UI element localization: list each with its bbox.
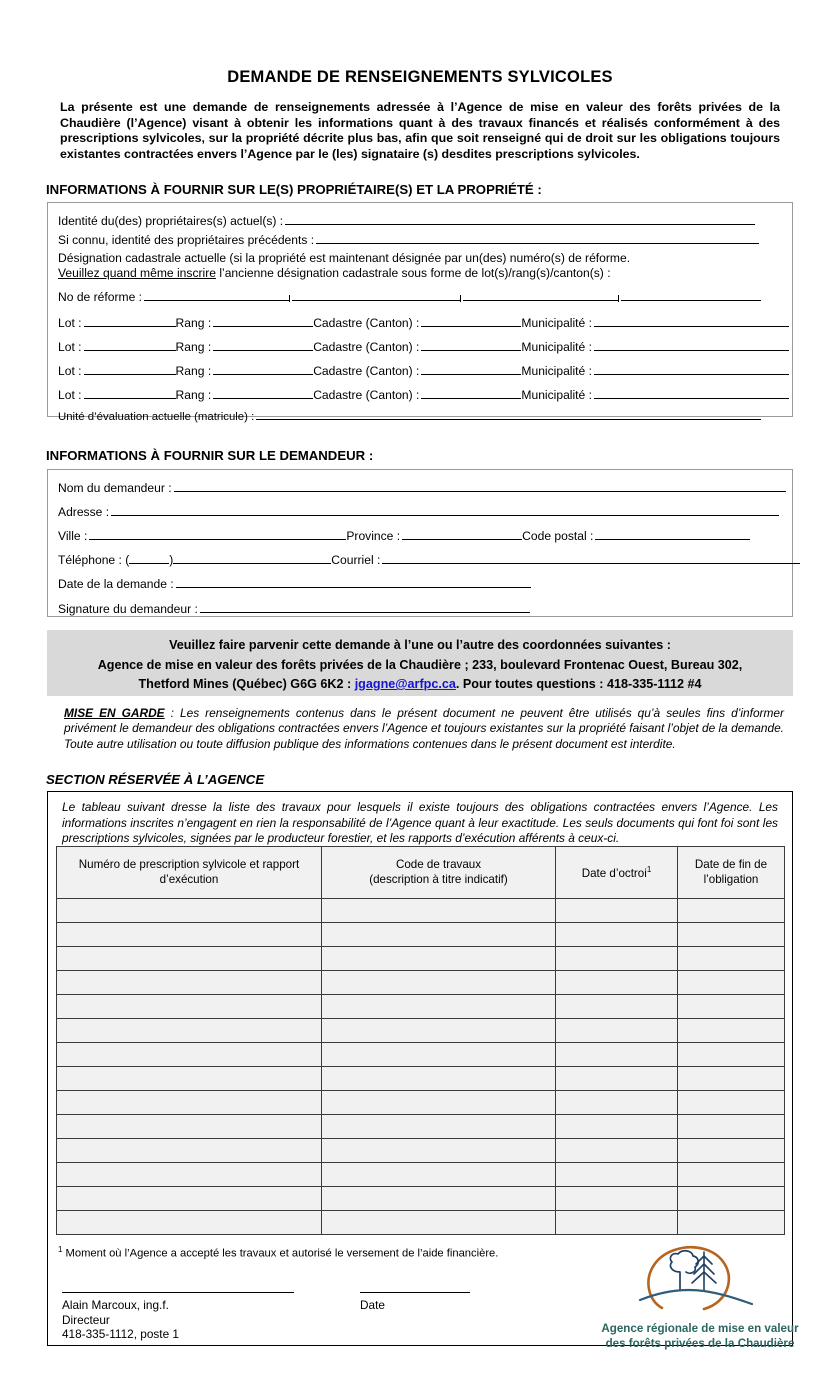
cell-grant-date[interactable]: [556, 1163, 678, 1187]
warning-label: MISE EN GARDE: [64, 706, 165, 720]
lot-row[interactable]: [58, 387, 789, 402]
field-current-owner-label: Identité du(des) propriétaires(s) actuel(s) :: [58, 214, 284, 228]
cell-prescription-number[interactable]: [57, 923, 322, 947]
rang-label: Rang :: [175, 316, 212, 330]
agency-intro-paragraph: Le tableau suivant dresse la liste des travaux pour lesquels il existe toujours des obligations contractées envers l’Agence. Les informations inscrites n’engagent en rien la responsabilité de l’Agence quant à leur exactitude. Les seuls documents qui font foi sont les prescriptions sylvicoles, signées par le producteur forestier, et les rapports d’exécution afférents à ceux-ci.: [62, 800, 778, 846]
field-current-owner-input[interactable]: [285, 213, 755, 225]
rang-label: Rang :: [175, 340, 212, 354]
rang-label: Rang :: [175, 364, 212, 378]
cell-grant-date[interactable]: [556, 1187, 678, 1211]
director-signature-line[interactable]: [62, 1292, 294, 1293]
cell-prescription-number[interactable]: [57, 1043, 322, 1067]
lot-input[interactable]: [84, 363, 176, 375]
agency-logo-mark: [600, 1238, 800, 1316]
rang-input[interactable]: [213, 339, 313, 351]
lot-input[interactable]: [84, 315, 176, 327]
cell-prescription-number[interactable]: [57, 971, 322, 995]
cell-obligation-end-date[interactable]: [678, 899, 785, 923]
field-reform-number-input-4[interactable]: [621, 289, 761, 301]
field-email-label: Courriel :: [331, 553, 381, 567]
lot-row[interactable]: [58, 339, 789, 354]
contact-notice-line1: Veuillez faire parvenir cette demande à l’une ou l’autre des coordonnées suivantes :: [169, 638, 671, 652]
director-phone: 418-335-1112, poste 1: [62, 1327, 179, 1342]
cell-prescription-number[interactable]: [57, 1139, 322, 1163]
contact-email-link[interactable]: jgagne@arfpc.ca: [354, 677, 456, 691]
table-row[interactable]: [57, 1019, 785, 1043]
table-row[interactable]: [57, 947, 785, 971]
rang-input[interactable]: [213, 387, 313, 399]
cadastre-label: Cadastre (Canton) :: [313, 316, 420, 330]
director-name: Alain Marcoux, ing.f.: [62, 1298, 169, 1312]
lot-input[interactable]: [84, 339, 176, 351]
cell-prescription-number[interactable]: [57, 1163, 322, 1187]
cell-obligation-end-date[interactable]: [678, 1019, 785, 1043]
cell-obligation-end-date[interactable]: [678, 1211, 785, 1235]
contact-notice-line3: [63, 675, 777, 695]
cell-prescription-number[interactable]: [57, 995, 322, 1019]
cell-obligation-end-date[interactable]: [678, 1091, 785, 1115]
column-header-grant-date: [556, 847, 678, 899]
cell-grant-date[interactable]: [556, 1043, 678, 1067]
cadastral-note-line2: [58, 266, 778, 281]
agency-logo-caption-line1: Agence régionale de mise en valeur: [601, 1322, 799, 1335]
field-city-province-postal[interactable]: [58, 528, 750, 543]
field-applicant-signature[interactable]: [58, 601, 530, 616]
cell-work-code[interactable]: [322, 1163, 556, 1187]
cell-obligation-end-date[interactable]: [678, 947, 785, 971]
cadastral-note-rest: l’ancienne désignation cadastrale sous forme de lot(s)/rang(s)/canton(s) :: [215, 266, 611, 280]
column-header-obligation-end-date: [678, 847, 785, 899]
field-evaluation-unit-input[interactable]: [256, 408, 761, 420]
owner-section-heading: INFORMATIONS À FOURNIR SUR LE(S) PROPRIÉTAIRE(S) ET LA PROPRIÉTÉ :: [46, 182, 542, 197]
works-table: [56, 846, 785, 1235]
cell-obligation-end-date[interactable]: [678, 1163, 785, 1187]
cell-grant-date[interactable]: [556, 1211, 678, 1235]
municipality-input[interactable]: [594, 339, 789, 351]
cell-work-code[interactable]: [322, 923, 556, 947]
cell-grant-date[interactable]: [556, 923, 678, 947]
cell-grant-date[interactable]: [556, 899, 678, 923]
lot-label: Lot :: [58, 364, 82, 378]
agency-footnote-marker: 1: [58, 1245, 63, 1254]
municipality-label: Municipalité :: [521, 340, 592, 354]
field-postal-code-label: Code postal :: [522, 529, 594, 543]
page-title: DEMANDE DE RENSEIGNEMENTS SYLVICOLES: [227, 68, 613, 86]
field-evaluation-unit-label: Unité d’évaluation actuelle (matricule) :: [58, 411, 255, 423]
field-applicant-signature-label: Signature du demandeur :: [58, 602, 198, 616]
cell-grant-date[interactable]: [556, 1067, 678, 1091]
contact-notice-line3-before: Thetford Mines (Québec) G6G 6K2 :: [138, 677, 355, 691]
owner-fields-box: [47, 202, 793, 423]
column-header-grant-date-line1: Date d’octroi: [581, 867, 647, 881]
cell-grant-date[interactable]: [556, 1091, 678, 1115]
field-previous-owner-input[interactable]: [316, 232, 759, 244]
agency-footnote: [58, 1245, 498, 1260]
works-table-body: [57, 899, 785, 1235]
table-row[interactable]: [57, 1091, 785, 1115]
lot-label: Lot :: [58, 316, 82, 330]
cell-obligation-end-date[interactable]: [678, 1115, 785, 1139]
date-signature-line[interactable]: [360, 1292, 470, 1293]
cell-prescription-number[interactable]: [57, 1019, 322, 1043]
applicant-fields-box: [47, 469, 793, 617]
lot-input[interactable]: [84, 387, 176, 399]
field-reform-number-label: No de réforme :: [58, 290, 143, 304]
field-postal-code-input[interactable]: [595, 528, 750, 540]
field-address-input[interactable]: [111, 504, 779, 516]
field-request-date[interactable]: [58, 576, 531, 591]
cadastre-input[interactable]: [421, 339, 521, 351]
field-address-label: Adresse :: [58, 505, 110, 519]
cadastral-note-emphasis: Veuillez quand même inscrire: [58, 266, 216, 280]
table-row[interactable]: [57, 1115, 785, 1139]
cell-prescription-number[interactable]: [57, 1211, 322, 1235]
field-phone-label: Téléphone : (: [58, 553, 130, 567]
cell-work-code[interactable]: [322, 1187, 556, 1211]
field-email-input[interactable]: [382, 552, 800, 564]
contact-notice-line2: Agence de mise en valeur des forêts privées de la Chaudière ; 233, boulevard Frontenac Ouest, Bureau 302,: [97, 657, 743, 672]
table-row[interactable]: [57, 971, 785, 995]
cell-work-code[interactable]: [322, 1019, 556, 1043]
cell-work-code[interactable]: [322, 995, 556, 1019]
field-reform-number-input-2[interactable]: [292, 289, 460, 301]
field-city-input[interactable]: [89, 528, 346, 540]
intro-paragraph: La présente est une demande de renseignements adressée à l’Agence de mise en valeur des forêts privées de la Chaudière (l’Agence) visant à obtenir les informations quant à des travaux financés et réalisés conformément à des prescriptions sylvicoles, sur la propriété décrite plus bas, afin que soit renseigné qui de droit sur les obligations toujours existantes contractées envers l’Agence par le (les) signataire (s) desdites prescriptions sylvicoles.: [60, 100, 780, 161]
table-row[interactable]: [57, 1139, 785, 1163]
municipality-label: Municipalité :: [521, 388, 592, 402]
municipality-label: Municipalité :: [521, 316, 592, 330]
field-current-owner[interactable]: [58, 213, 755, 228]
column-header-grant-date-superscript: 1: [646, 865, 652, 875]
cell-obligation-end-date[interactable]: [678, 1139, 785, 1163]
table-row[interactable]: [57, 923, 785, 947]
cell-work-code[interactable]: [322, 1211, 556, 1235]
field-reform-number[interactable]: [58, 289, 761, 304]
column-header-prescription-number-line1: Numéro de prescription sylvicole et rapport: [78, 857, 300, 871]
cadastre-input[interactable]: [421, 315, 521, 327]
field-request-date-input[interactable]: [176, 576, 531, 588]
cell-prescription-number[interactable]: [57, 1115, 322, 1139]
cell-prescription-number[interactable]: [57, 899, 322, 923]
cell-grant-date[interactable]: [556, 1019, 678, 1043]
lot-row[interactable]: [58, 315, 789, 330]
table-row[interactable]: [57, 1211, 785, 1235]
field-phone-areacode-input[interactable]: [129, 552, 169, 564]
contact-notice-line3-after: . Pour toutes questions : 418-335-1112 #4: [455, 677, 702, 691]
cell-obligation-end-date[interactable]: [678, 971, 785, 995]
cell-obligation-end-date[interactable]: [678, 923, 785, 947]
cell-obligation-end-date[interactable]: [678, 1043, 785, 1067]
municipality-input[interactable]: [594, 315, 789, 327]
rang-input[interactable]: [213, 363, 313, 375]
column-header-work-code-line1: Code de travaux: [395, 857, 482, 871]
agency-logo: [600, 1238, 800, 1351]
cell-prescription-number[interactable]: [57, 1091, 322, 1115]
date-label: Date: [360, 1298, 385, 1312]
cell-work-code[interactable]: [322, 1067, 556, 1091]
cadastre-label: Cadastre (Canton) :: [313, 364, 420, 378]
works-table-header-row: [57, 847, 785, 899]
field-previous-owner-label: Si connu, identité des propriétaires précédents :: [58, 233, 315, 247]
table-row[interactable]: [57, 1067, 785, 1091]
column-header-work-code-line2: (description à titre indicatif): [369, 872, 508, 886]
lot-label: Lot :: [58, 340, 82, 354]
field-previous-owner[interactable]: [58, 232, 759, 247]
field-applicant-name[interactable]: [58, 480, 786, 495]
cell-grant-date[interactable]: [556, 1139, 678, 1163]
agency-footnote-text: Moment où l’Agence a accepté les travaux et autorisé le versement de l’aide financière.: [62, 1247, 499, 1260]
field-phone-number-input[interactable]: [173, 552, 331, 564]
agency-logo-caption-line2: des forêts privées de la Chaudière: [605, 1337, 795, 1350]
cadastre-label: Cadastre (Canton) :: [313, 340, 420, 354]
rang-input[interactable]: [213, 315, 313, 327]
table-row[interactable]: [57, 1187, 785, 1211]
field-evaluation-unit[interactable]: [58, 408, 761, 424]
cell-work-code[interactable]: [322, 1139, 556, 1163]
field-address[interactable]: [58, 504, 779, 519]
cell-obligation-end-date[interactable]: [678, 1067, 785, 1091]
table-row[interactable]: [57, 995, 785, 1019]
reform-separator-2: [460, 295, 461, 302]
cell-work-code[interactable]: [322, 1043, 556, 1067]
applicant-section-heading: INFORMATIONS À FOURNIR SUR LE DEMANDEUR :: [46, 448, 374, 463]
lot-row[interactable]: [58, 363, 789, 378]
field-applicant-name-label: Nom du demandeur :: [58, 481, 172, 495]
reform-separator-1: [289, 295, 290, 302]
field-request-date-label: Date de la demande :: [58, 577, 174, 591]
column-header-obligation-end-date-line2: l’obligation: [703, 872, 759, 886]
contact-notice: [47, 630, 793, 696]
cell-work-code[interactable]: [322, 1115, 556, 1139]
field-province-label: Province :: [346, 529, 401, 543]
field-phone-close-paren: ): [169, 553, 174, 567]
cell-grant-date[interactable]: [556, 1115, 678, 1139]
reform-separator-3: [618, 295, 619, 302]
cadastre-input[interactable]: [421, 363, 521, 375]
cadastre-input[interactable]: [421, 387, 521, 399]
column-header-prescription-number-line2: d’exécution: [159, 872, 219, 886]
column-header-work-code: [322, 847, 556, 899]
warning-text: : Les renseignements contenus dans le présent document ne peuvent être utilisés qu’à seules fins d’informer privément le demandeur des obligations contractées envers l’Agence et toujours existantes sur la propriété faisant l’objet de la demande. Toute autre utilisation ou toute diffusion publique des informations contenues dans le présent document est interdite.: [64, 706, 784, 751]
cell-prescription-number[interactable]: [57, 1187, 322, 1211]
column-header-obligation-end-date-line1: Date de fin de: [694, 857, 768, 871]
cell-work-code[interactable]: [322, 947, 556, 971]
field-applicant-name-input[interactable]: [174, 480, 786, 492]
field-city-label: Ville :: [58, 529, 88, 543]
director-role: Directeur: [62, 1312, 110, 1327]
table-row[interactable]: [57, 1043, 785, 1067]
table-row[interactable]: [57, 1163, 785, 1187]
warning-paragraph: [64, 706, 784, 752]
cell-prescription-number[interactable]: [57, 947, 322, 971]
cell-grant-date[interactable]: [556, 947, 678, 971]
cell-grant-date[interactable]: [556, 971, 678, 995]
field-reform-number-input-3[interactable]: [463, 289, 618, 301]
rang-label: Rang :: [175, 388, 212, 402]
field-province-input[interactable]: [402, 528, 522, 540]
cell-obligation-end-date[interactable]: [678, 995, 785, 1019]
municipality-input[interactable]: [594, 363, 789, 375]
cell-prescription-number[interactable]: [57, 1067, 322, 1091]
municipality-label: Municipalité :: [521, 364, 592, 378]
cadastre-label: Cadastre (Canton) :: [313, 388, 420, 402]
director-signature-block: [62, 1298, 179, 1342]
cell-work-code[interactable]: [322, 971, 556, 995]
field-phone-email[interactable]: [58, 552, 800, 567]
table-row[interactable]: [57, 899, 785, 923]
cell-work-code[interactable]: [322, 1091, 556, 1115]
field-applicant-signature-input[interactable]: [200, 601, 530, 613]
field-reform-number-input-1[interactable]: [144, 289, 289, 301]
cadastral-note: [58, 251, 778, 281]
column-header-prescription-number: [57, 847, 322, 899]
agency-section-heading: SECTION RÉSERVÉE À L’AGENCE: [46, 772, 265, 787]
cell-work-code[interactable]: [322, 899, 556, 923]
municipality-input[interactable]: [594, 387, 789, 399]
cell-obligation-end-date[interactable]: [678, 1187, 785, 1211]
cell-grant-date[interactable]: [556, 995, 678, 1019]
cadastral-note-line1: Désignation cadastrale actuelle (si la propriété est maintenant désignée par un(des) numéro(s) de réforme.: [58, 251, 631, 265]
lot-label: Lot :: [58, 388, 82, 402]
